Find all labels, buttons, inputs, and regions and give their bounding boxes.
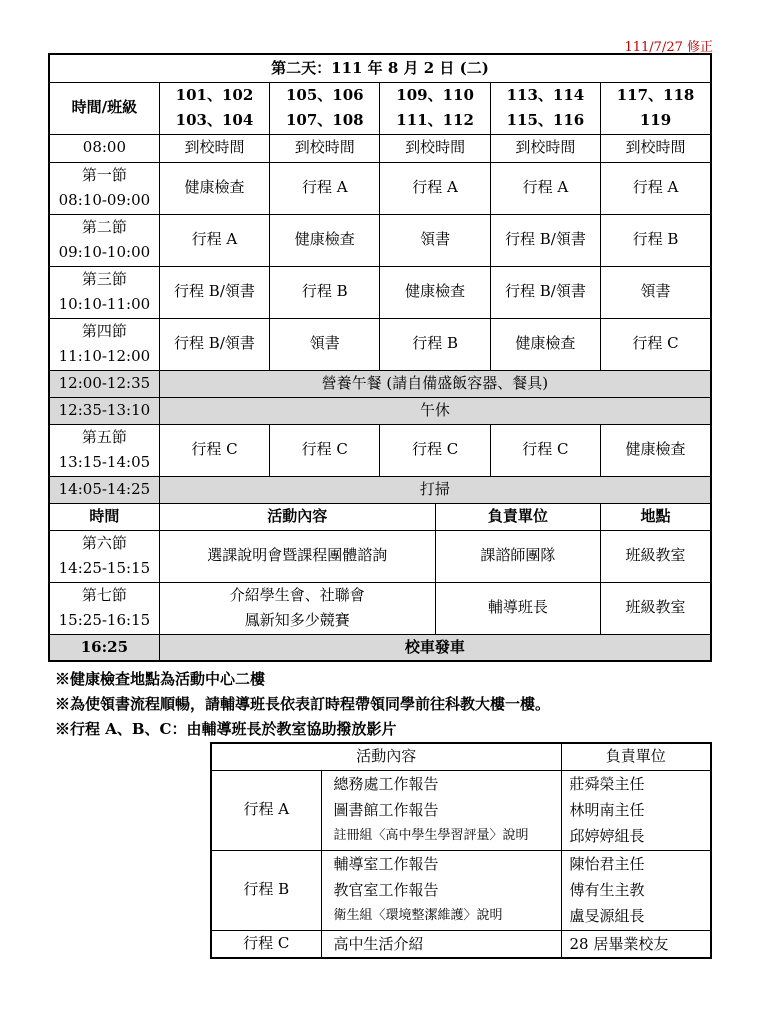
itinerary-row <box>211 850 711 930</box>
schedule-cell: 行程 A <box>270 162 380 214</box>
time-cell: 12:00-12:35 <box>49 370 159 397</box>
responsible-person: 陳怡君主任 <box>569 855 645 873</box>
time-cell: 14:05-14:25 <box>49 476 159 503</box>
itinerary-content-header: 活動內容 <box>211 743 561 770</box>
responsible-unit: 輔導班長 <box>435 582 600 634</box>
period-row <box>49 318 711 370</box>
unit-header: 負責單位 <box>435 503 600 530</box>
schedule-cell: 行程 A <box>601 162 711 214</box>
place-header: 地點 <box>601 503 711 530</box>
schedule-cell: 行程 C <box>380 424 490 476</box>
period-row <box>49 162 711 214</box>
lunch-row <box>49 370 711 397</box>
activity-content: 選課說明會暨課程團體諮詢 <box>159 530 435 582</box>
schedule-cell: 到校時間 <box>490 134 600 162</box>
note: ※行程 A、B、C：由輔導班長於教室協助撥放影片 <box>55 720 397 738</box>
itinerary-row <box>211 930 711 958</box>
arrival-row <box>49 134 711 162</box>
schedule-cell: 健康檢查 <box>159 162 269 214</box>
schedule-cell: 行程 B/領書 <box>490 214 600 266</box>
responsible-person: 傅有生主教 <box>569 881 645 899</box>
period-label: 第四節 11:10-12:00 <box>49 318 159 370</box>
schedule-cell: 到校時間 <box>601 134 711 162</box>
class-header-row <box>49 82 711 134</box>
time-cell: 12:35-13:10 <box>49 397 159 424</box>
responsible-person: 林明南主任 <box>569 801 645 819</box>
itinerary-units <box>561 770 711 850</box>
class-group-header: 105、106 107、108 <box>270 82 380 134</box>
activity-place: 班級教室 <box>601 582 711 634</box>
schedule-cell: 行程 B <box>601 214 711 266</box>
itinerary-item: 註冊組〈高中學生學習評量〉說明 <box>333 828 529 843</box>
schedule-cell: 領書 <box>380 214 490 266</box>
period-label: 第一節 08:10-09:00 <box>49 162 159 214</box>
itinerary-item: 衛生組〈環境整潔維護〉說明 <box>333 908 503 923</box>
cleaning-cell: 打掃 <box>159 476 711 503</box>
itinerary-item: 教官室工作報告 <box>333 881 439 899</box>
schedule-table <box>48 53 712 662</box>
note: ※健康檢查地點為活動中心二樓 <box>55 670 266 688</box>
itinerary-items <box>321 850 561 930</box>
period-label: 第七節 15:25-16:15 <box>49 582 159 634</box>
schedule-cell: 行程 B/領書 <box>490 266 600 318</box>
itinerary-unit-header: 負責單位 <box>561 743 711 770</box>
revision-date: 111/7/27 修正 <box>624 40 713 55</box>
schedule-cell: 行程 A <box>159 214 269 266</box>
itinerary-name: 行程 C <box>211 930 321 958</box>
schedule-cell: 行程 B <box>270 266 380 318</box>
activity-header-row <box>49 503 711 530</box>
schedule-cell: 行程 B/領書 <box>159 318 269 370</box>
activity-content: 介紹學生會、社聯會 鳳新知多少競賽 <box>159 582 435 634</box>
responsible-person: 28 居畢業校友 <box>561 930 711 958</box>
period-label: 第六節 14:25-15:15 <box>49 530 159 582</box>
schedule-cell: 行程 B <box>380 318 490 370</box>
bus-row <box>49 634 711 661</box>
schedule-cell: 到校時間 <box>380 134 490 162</box>
period-label: 第五節 13:15-14:05 <box>49 424 159 476</box>
notes <box>55 667 550 742</box>
itinerary-row <box>211 770 711 850</box>
responsible-unit: 課諮師團隊 <box>435 530 600 582</box>
class-group-header: 113、114 115、116 <box>490 82 600 134</box>
period-row <box>49 424 711 476</box>
time-cell: 16:25 <box>49 634 159 661</box>
day-title: 第二天：111 年 8 月 2 日 (二) <box>49 54 711 82</box>
content-header: 活動內容 <box>159 503 435 530</box>
schedule-cell: 行程 C <box>270 424 380 476</box>
schedule-cell: 行程 C <box>159 424 269 476</box>
lunch-cell: 營養午餐 (請自備盛飯容器、餐具) <box>159 370 711 397</box>
period-label: 第二節 09:10-10:00 <box>49 214 159 266</box>
schedule-cell: 領書 <box>270 318 380 370</box>
schedule-cell: 領書 <box>601 266 711 318</box>
responsible-person: 盧旻源組長 <box>569 907 645 925</box>
itinerary-item: 高中生活介紹 <box>321 930 561 958</box>
schedule-cell: 健康檢查 <box>601 424 711 476</box>
time-class-header: 時間/班級 <box>49 82 159 134</box>
itinerary-item: 輔導室工作報告 <box>333 855 439 873</box>
nap-row <box>49 397 711 424</box>
schedule-cell: 行程 C <box>490 424 600 476</box>
schedule-cell: 健康檢查 <box>490 318 600 370</box>
class-group-header: 109、110 111、112 <box>380 82 490 134</box>
schedule-cell: 行程 C <box>601 318 711 370</box>
time-cell: 08:00 <box>49 134 159 162</box>
schedule-cell: 到校時間 <box>159 134 269 162</box>
schedule-cell: 到校時間 <box>270 134 380 162</box>
itinerary-name: 行程 B <box>211 850 321 930</box>
responsible-person: 莊舜榮主任 <box>569 775 645 793</box>
period-label: 第三節 10:10-11:00 <box>49 266 159 318</box>
time-header: 時間 <box>49 503 159 530</box>
activity-place: 班級教室 <box>601 530 711 582</box>
itinerary-item: 圖書館工作報告 <box>333 801 439 819</box>
period-row <box>49 214 711 266</box>
itinerary-item: 總務處工作報告 <box>333 775 439 793</box>
schedule-cell: 行程 B/領書 <box>159 266 269 318</box>
itinerary-units <box>561 850 711 930</box>
period-row <box>49 266 711 318</box>
period-row <box>49 530 711 582</box>
schedule-cell: 健康檢查 <box>270 214 380 266</box>
itinerary-table <box>210 742 712 959</box>
itinerary-items <box>321 770 561 850</box>
class-group-header: 117、118 119 <box>601 82 711 134</box>
schedule-cell: 行程 A <box>380 162 490 214</box>
cleaning-row <box>49 476 711 503</box>
itinerary-name: 行程 A <box>211 770 321 850</box>
schedule-cell: 行程 A <box>490 162 600 214</box>
responsible-person: 邱婷婷組長 <box>569 827 645 845</box>
bus-cell: 校車發車 <box>159 634 711 661</box>
schedule-cell: 健康檢查 <box>380 266 490 318</box>
period-row <box>49 582 711 634</box>
class-group-header: 101、102 103、104 <box>159 82 269 134</box>
note: ※為使領書流程順暢，請輔導班長依表訂時程帶領同學前往科教大樓一樓。 <box>55 695 551 713</box>
nap-cell: 午休 <box>159 397 711 424</box>
